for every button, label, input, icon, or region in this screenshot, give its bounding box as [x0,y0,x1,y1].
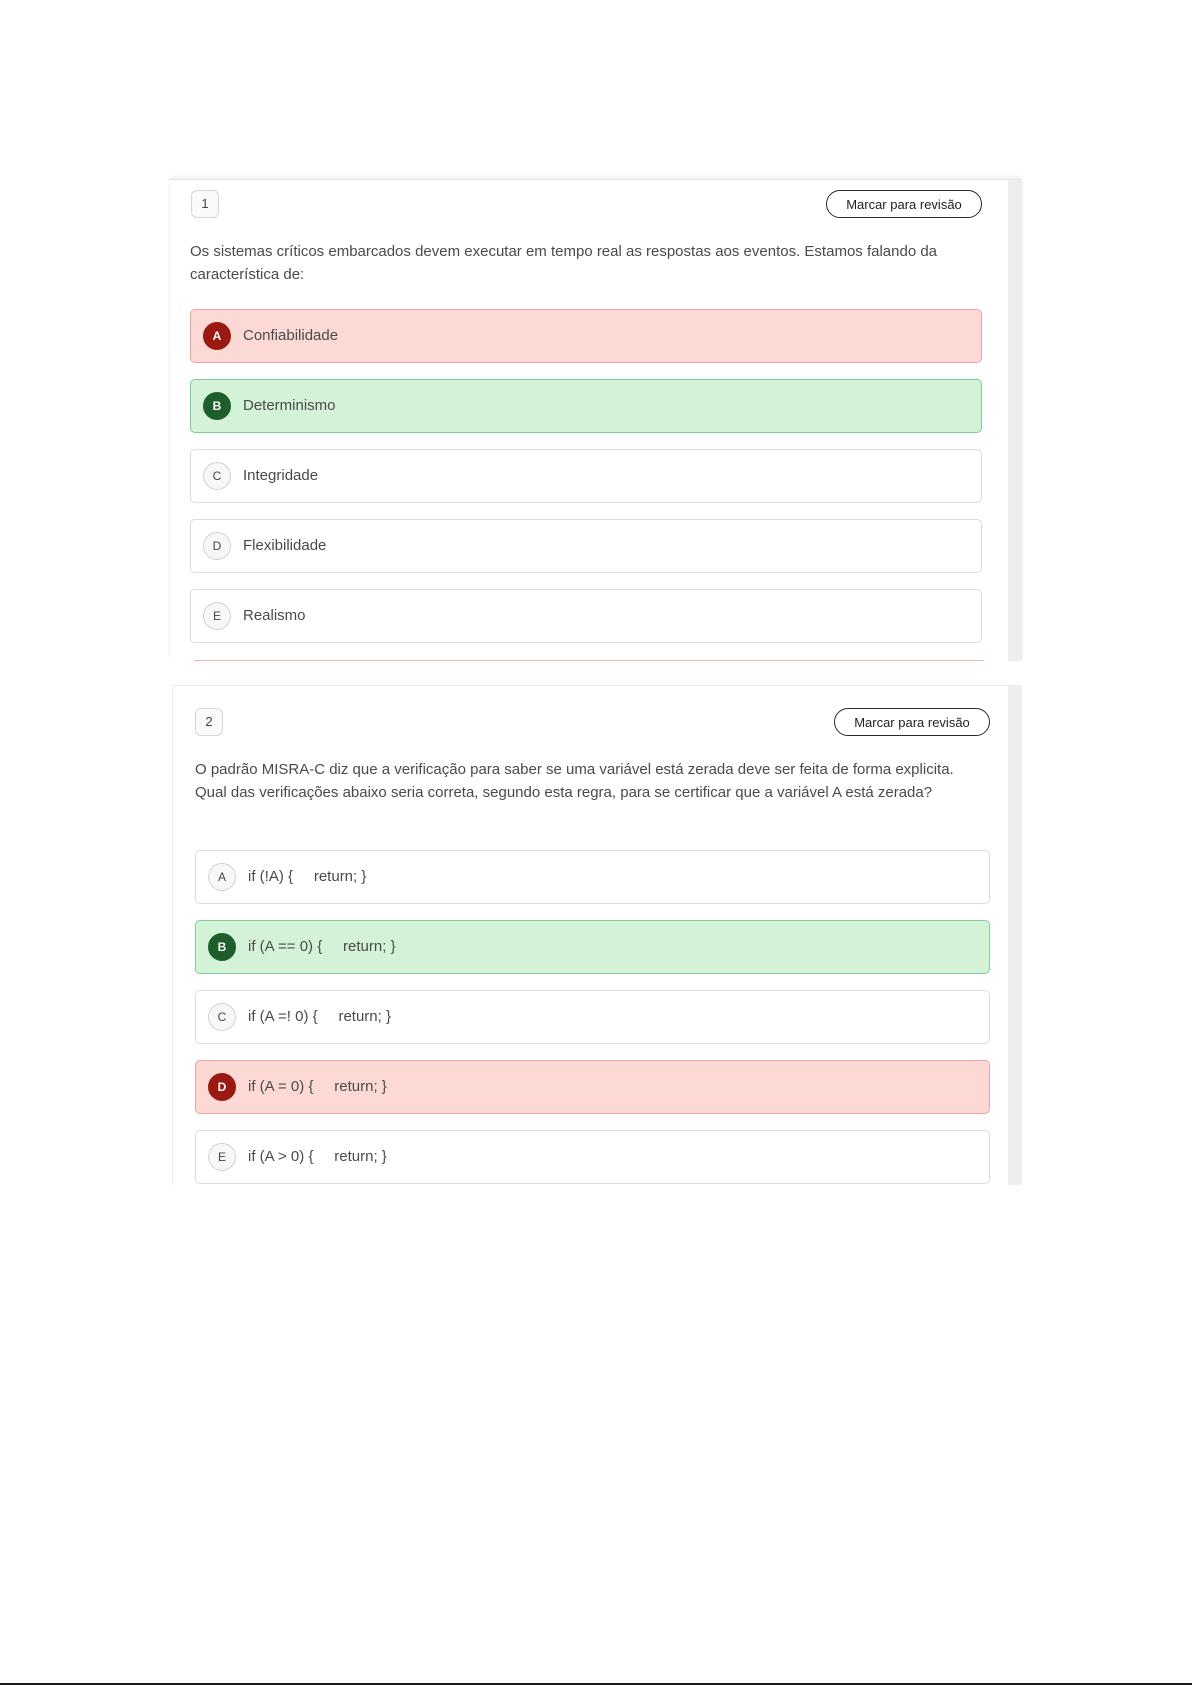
option-letter: B [208,933,236,961]
option-list [190,309,982,659]
option-c[interactable] [195,990,990,1044]
question-text: Os sistemas críticos embarcados devem executar em tempo real as respostas aos eventos. Estamos falando da característica de: [190,243,938,283]
question-number: 2 [195,708,223,736]
option-a[interactable] [190,309,982,363]
option-a[interactable] [195,850,990,904]
mark-for-review-button[interactable]: Marcar para revisão [826,190,982,218]
option-letter: B [203,392,231,420]
question-card-1 [170,179,1022,661]
divider [194,660,984,661]
option-text: Realismo [243,607,306,624]
option-letter: E [208,1143,236,1171]
option-e[interactable] [195,1130,990,1184]
option-text: if (A = 0) { return; } [248,1078,387,1095]
option-letter: A [208,863,236,891]
option-c[interactable] [190,449,982,503]
option-letter: D [208,1073,236,1101]
option-text: if (A == 0) { return; } [248,938,396,955]
option-letter: A [203,322,231,350]
option-d[interactable] [195,1060,990,1114]
question-number: 1 [191,190,219,218]
option-letter: C [203,462,231,490]
scrollbar[interactable] [1008,180,1022,661]
option-letter: E [203,602,231,630]
option-text: Integridade [243,467,319,484]
option-text: if (A =! 0) { return; } [248,1008,391,1025]
option-text: Determinismo [243,397,336,414]
option-list [195,850,990,1185]
option-letter: C [208,1003,236,1031]
option-e[interactable] [190,589,982,643]
option-text: if (!A) { return; } [248,868,367,885]
option-b[interactable] [195,920,990,974]
option-letter: D [203,532,231,560]
option-b[interactable] [190,379,982,433]
option-text: if (A > 0) { return; } [248,1148,387,1165]
question-card-2 [172,685,1022,1185]
option-text: Confiabilidade [243,327,339,344]
question-text: O padrão MISRA-C diz que a verificação para saber se uma variável está zerada deve ser feita de forma explicita. Qual das verificações abaixo seria correta, segundo esta regra, para se certificar que a variável A está zerada? [195,761,954,801]
option-text: Flexibilidade [243,537,327,554]
mark-for-review-button[interactable]: Marcar para revisão [834,708,990,736]
option-d[interactable] [190,519,982,573]
scrollbar[interactable] [1008,686,1022,1185]
